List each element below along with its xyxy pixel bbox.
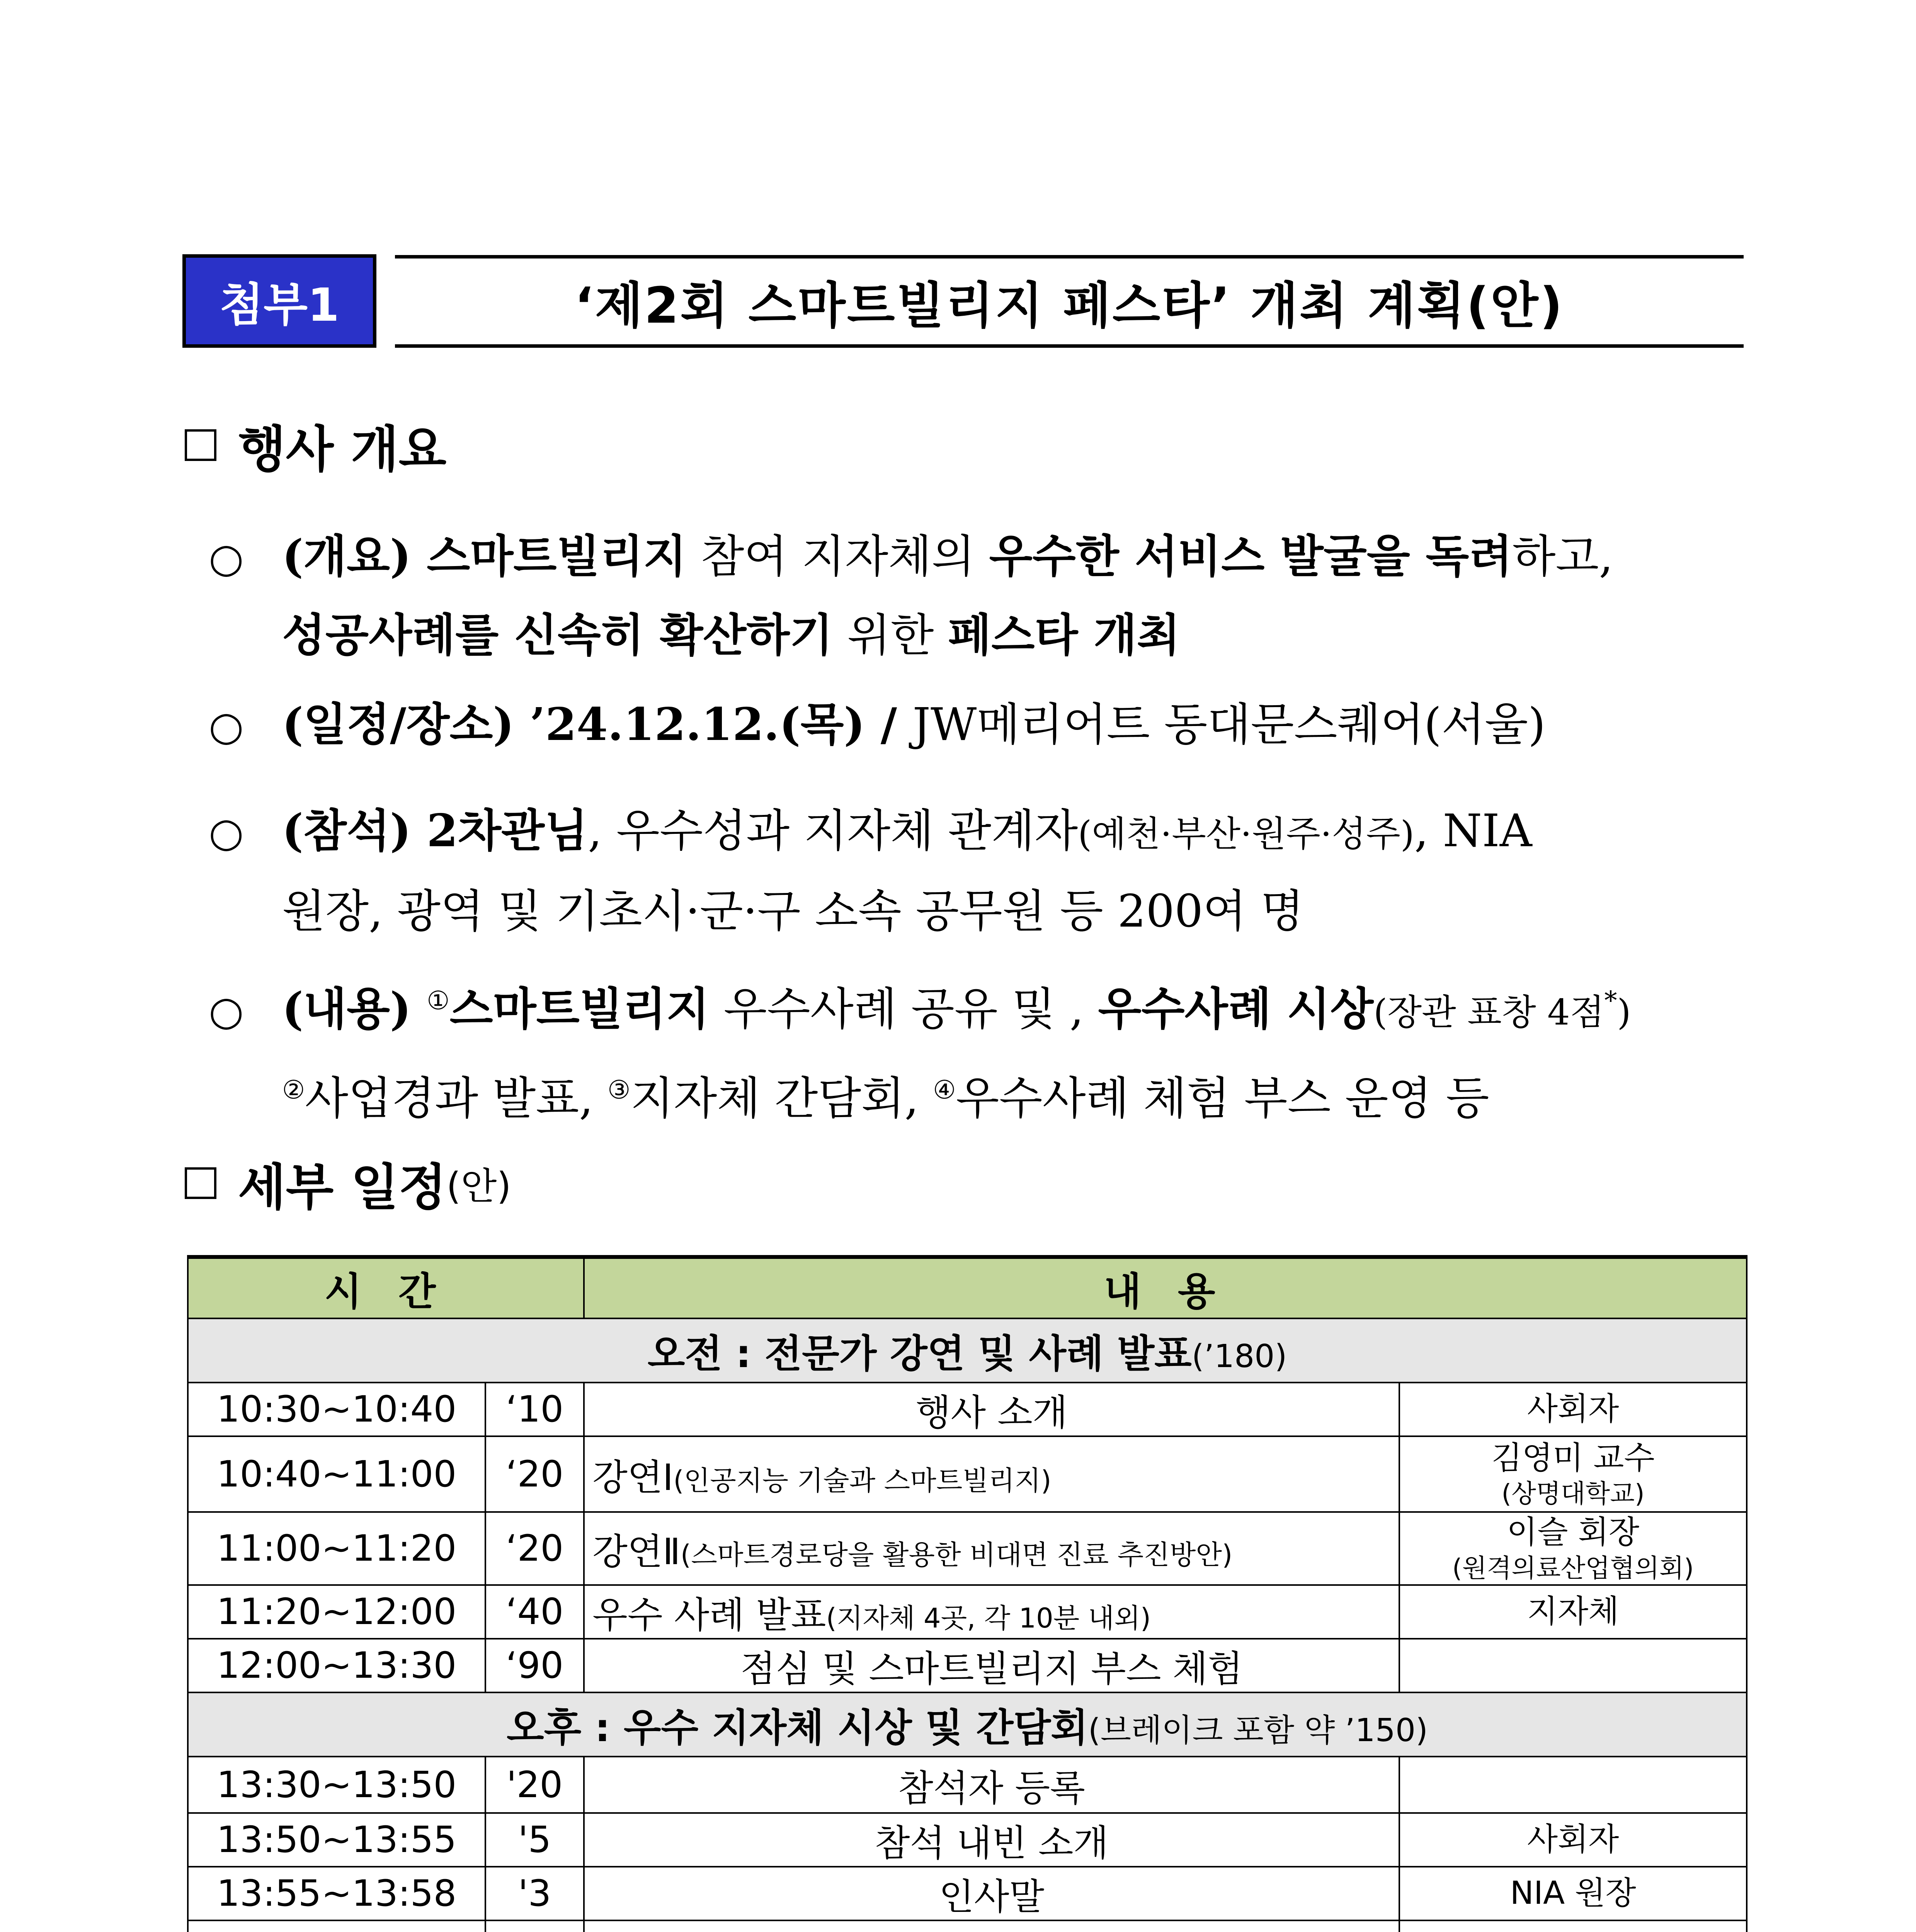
afternoon-section-title: 오후 : 우수 지자체 시상 및 간담회(브레이크 포함 약 ’150) <box>188 1692 1747 1757</box>
attachment-badge: 첨부1 <box>182 254 376 348</box>
content-item2-note: (장관 표창 4점 <box>1373 992 1605 1033</box>
attendees-label: (참석) 2차관님 <box>282 804 588 857</box>
row-item: 강연Ⅱ(스마트경로당을 활용한 비대면 진료 추진방안) <box>584 1512 1399 1585</box>
content-item4: 지자체 간담회, <box>630 1072 933 1125</box>
row-duration: '5 <box>485 1813 584 1867</box>
attendees-text: , 우수성과 지자체 관계자 <box>588 805 1078 857</box>
table-row <box>188 1585 1747 1639</box>
schedule-table <box>187 1255 1748 1932</box>
row-presenter: 지자체 <box>1399 1585 1747 1639</box>
attendees-line2: 원장, 광역 및 기초시·군·구 소속 공무원 등 200여 명 <box>282 885 1304 937</box>
row-duration: ‘10 <box>485 1383 584 1436</box>
row-duration: ‘40 <box>485 1585 584 1639</box>
row-time: 13:50~13:55 <box>188 1813 485 1867</box>
row-time: 12:00~13:30 <box>188 1639 485 1692</box>
overview-text: 참여 지자체의 <box>686 531 989 583</box>
section-overview-heading <box>185 410 446 481</box>
row-item: 점심 및 스마트빌리지 부스 체험 <box>584 1639 1399 1692</box>
circle-bullet-icon: ○ <box>209 702 244 750</box>
row-time: 11:20~12:00 <box>188 1585 485 1639</box>
row-time: 11:00~11:20 <box>188 1512 485 1585</box>
row-presenter: 사회자 <box>1399 1383 1747 1436</box>
row-presenter <box>1399 1920 1747 1932</box>
row-item: 강연Ⅰ(인공지능 기술과 스마트빌리지) <box>584 1436 1399 1512</box>
table-row <box>188 1639 1747 1692</box>
row-duration <box>485 1920 584 1932</box>
row-duration: ‘20 <box>485 1436 584 1512</box>
content-item5: 우수사례 체험 부스 운영 등 <box>956 1072 1489 1125</box>
content-bullet <box>209 962 1746 1137</box>
row-item: 인사말 <box>584 1867 1399 1920</box>
content-item3: 사업경과 발표, <box>305 1072 608 1125</box>
row-presenter: NIA 원장 <box>1399 1867 1747 1920</box>
attendees-cities: (예천·부산·원주·성주) <box>1078 813 1414 855</box>
content-item1-text: 우수사례 공유 및 , <box>709 983 1098 1036</box>
morning-section-title: 오전 : 전문가 강연 및 사례 발표(’180) <box>188 1318 1747 1383</box>
overview-line2-highlight: 성공사례를 신속히 확산하기 <box>282 609 833 662</box>
checkbox-square-icon <box>185 429 216 461</box>
content-item2: 우수사례 시상 <box>1098 983 1374 1036</box>
overview-bullet <box>209 518 1746 674</box>
schedule-venue: JW메리어트 동대문스퀘어(서울) <box>912 699 1546 751</box>
content-label: (내용) <box>282 983 427 1036</box>
table-row <box>188 1813 1747 1867</box>
content-item2-note-end: ) <box>1617 992 1631 1033</box>
table-row <box>188 1920 1747 1932</box>
number-2: ② <box>282 1075 305 1105</box>
attendees-text2: , NIA <box>1414 805 1532 857</box>
circle-bullet-icon: ○ <box>209 534 244 582</box>
overview-text-end: 하고, <box>1512 531 1613 583</box>
header-time: 시 간 <box>188 1257 584 1318</box>
header-content: 내 용 <box>584 1257 1747 1318</box>
schedule-date: ’24.12.12.(목) / <box>514 698 913 751</box>
table-row <box>188 1436 1747 1512</box>
footnote-star: * <box>1604 986 1617 1015</box>
table-row <box>188 1512 1747 1585</box>
row-item: 참석 내빈 소개 <box>584 1813 1399 1867</box>
number-3: ③ <box>607 1075 631 1105</box>
row-time: 10:40~11:00 <box>188 1436 485 1512</box>
row-presenter: 사회자 <box>1399 1813 1747 1867</box>
row-time: 13:30~13:50 <box>188 1757 485 1813</box>
row-duration: ‘90 <box>485 1639 584 1692</box>
circle-bullet-icon: ○ <box>209 987 244 1034</box>
table-row <box>188 1757 1747 1813</box>
content-item1: 스마트빌리지 <box>449 983 710 1036</box>
row-item: 행사 소개 <box>584 1383 1399 1436</box>
row-duration: '20 <box>485 1757 584 1813</box>
row-presenter: 이슬 회장 (원격의료산업협의회) <box>1399 1512 1747 1585</box>
circle-bullet-icon: ○ <box>209 809 244 856</box>
overview-label: (개요) 스마트빌리지 <box>282 530 687 583</box>
number-4: ④ <box>933 1075 956 1105</box>
section-title: 행사 개요 <box>238 421 447 478</box>
row-duration: '3 <box>485 1867 584 1920</box>
table-row <box>188 1867 1747 1920</box>
row-item <box>584 1920 1399 1932</box>
row-time <box>188 1920 485 1932</box>
row-presenter: 김영미 교수 (상명대학교) <box>1399 1436 1747 1512</box>
row-item: 참석자 등록 <box>584 1757 1399 1813</box>
row-presenter <box>1399 1757 1747 1813</box>
attendees-bullet <box>209 792 1746 950</box>
document-title: ‘제2회 스마트빌리지 페스타’ 개최 계획(안) <box>395 255 1744 348</box>
schedule-label: (일정/장소) <box>282 698 514 751</box>
section-schedule-heading <box>185 1148 511 1219</box>
row-time: 13:55~13:58 <box>188 1867 485 1920</box>
table-row <box>188 1383 1747 1436</box>
overview-line2-text: 위한 <box>833 609 948 662</box>
row-time: 10:30~10:40 <box>188 1383 485 1436</box>
schedule-bullet <box>209 686 1746 765</box>
row-duration: ‘20 <box>485 1512 584 1585</box>
overview-line2-end: 페스타 개최 <box>948 609 1180 662</box>
checkbox-square-icon <box>185 1167 216 1199</box>
number-1: ① <box>427 986 450 1015</box>
row-presenter <box>1399 1639 1747 1692</box>
section-suffix: (안) <box>446 1164 511 1208</box>
overview-highlight: 우수한 서비스 발굴을 독려 <box>989 530 1513 583</box>
section-title: 세부 일정 <box>238 1159 447 1216</box>
row-item: 우수 사례 발표(지자체 4곳, 각 10분 내외) <box>584 1585 1399 1639</box>
